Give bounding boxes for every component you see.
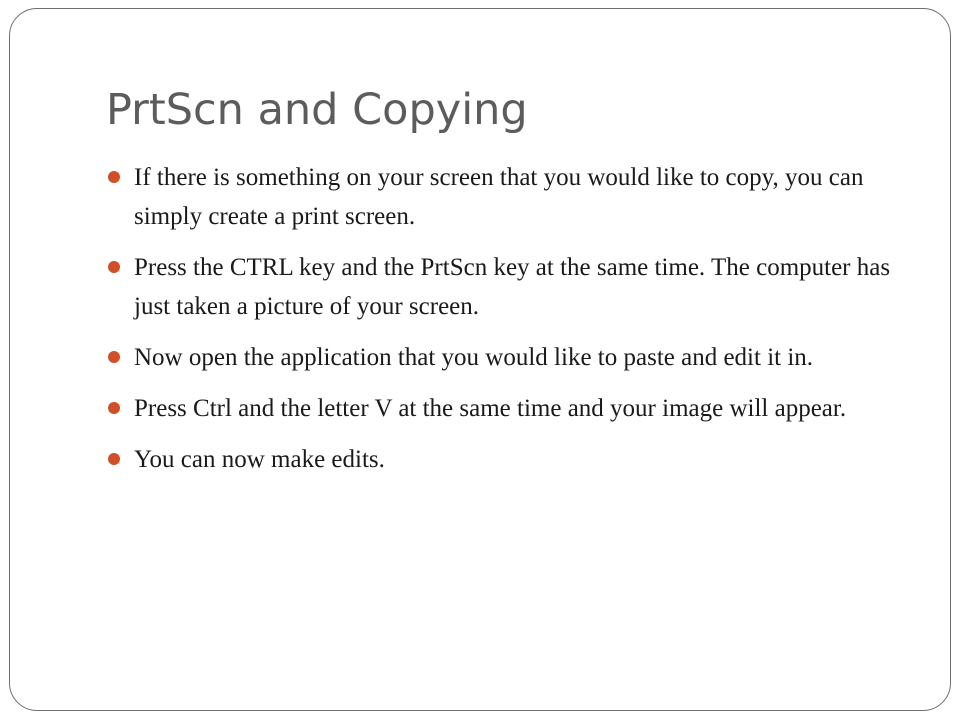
list-item — [106, 389, 896, 428]
bullet-text: You can now make edits. — [134, 446, 385, 473]
bullet-dot-icon — [108, 453, 120, 465]
bullet-dot-icon — [108, 171, 120, 183]
list-item — [106, 248, 896, 326]
list-item — [106, 440, 896, 479]
bullet-dot-icon — [108, 402, 120, 414]
bullet-text: Now open the application that you would like to paste and edit it in. — [134, 344, 814, 371]
bullet-dot-icon — [108, 261, 120, 273]
bullet-text: Press Ctrl and the letter V at the same time and your image will appear. — [134, 395, 847, 422]
list-item — [106, 338, 896, 377]
bullet-text: If there is something on your screen that you would like to copy, you can simply create a print screen. — [134, 164, 864, 230]
bullet-list — [106, 158, 896, 491]
bullet-dot-icon — [108, 351, 120, 363]
list-item — [106, 158, 896, 236]
bullet-text: Press the CTRL key and the PrtScn key at the same time. The computer has just taken a picture of your screen. — [134, 254, 891, 320]
slide-title: PrtScn and Copying — [106, 85, 528, 135]
